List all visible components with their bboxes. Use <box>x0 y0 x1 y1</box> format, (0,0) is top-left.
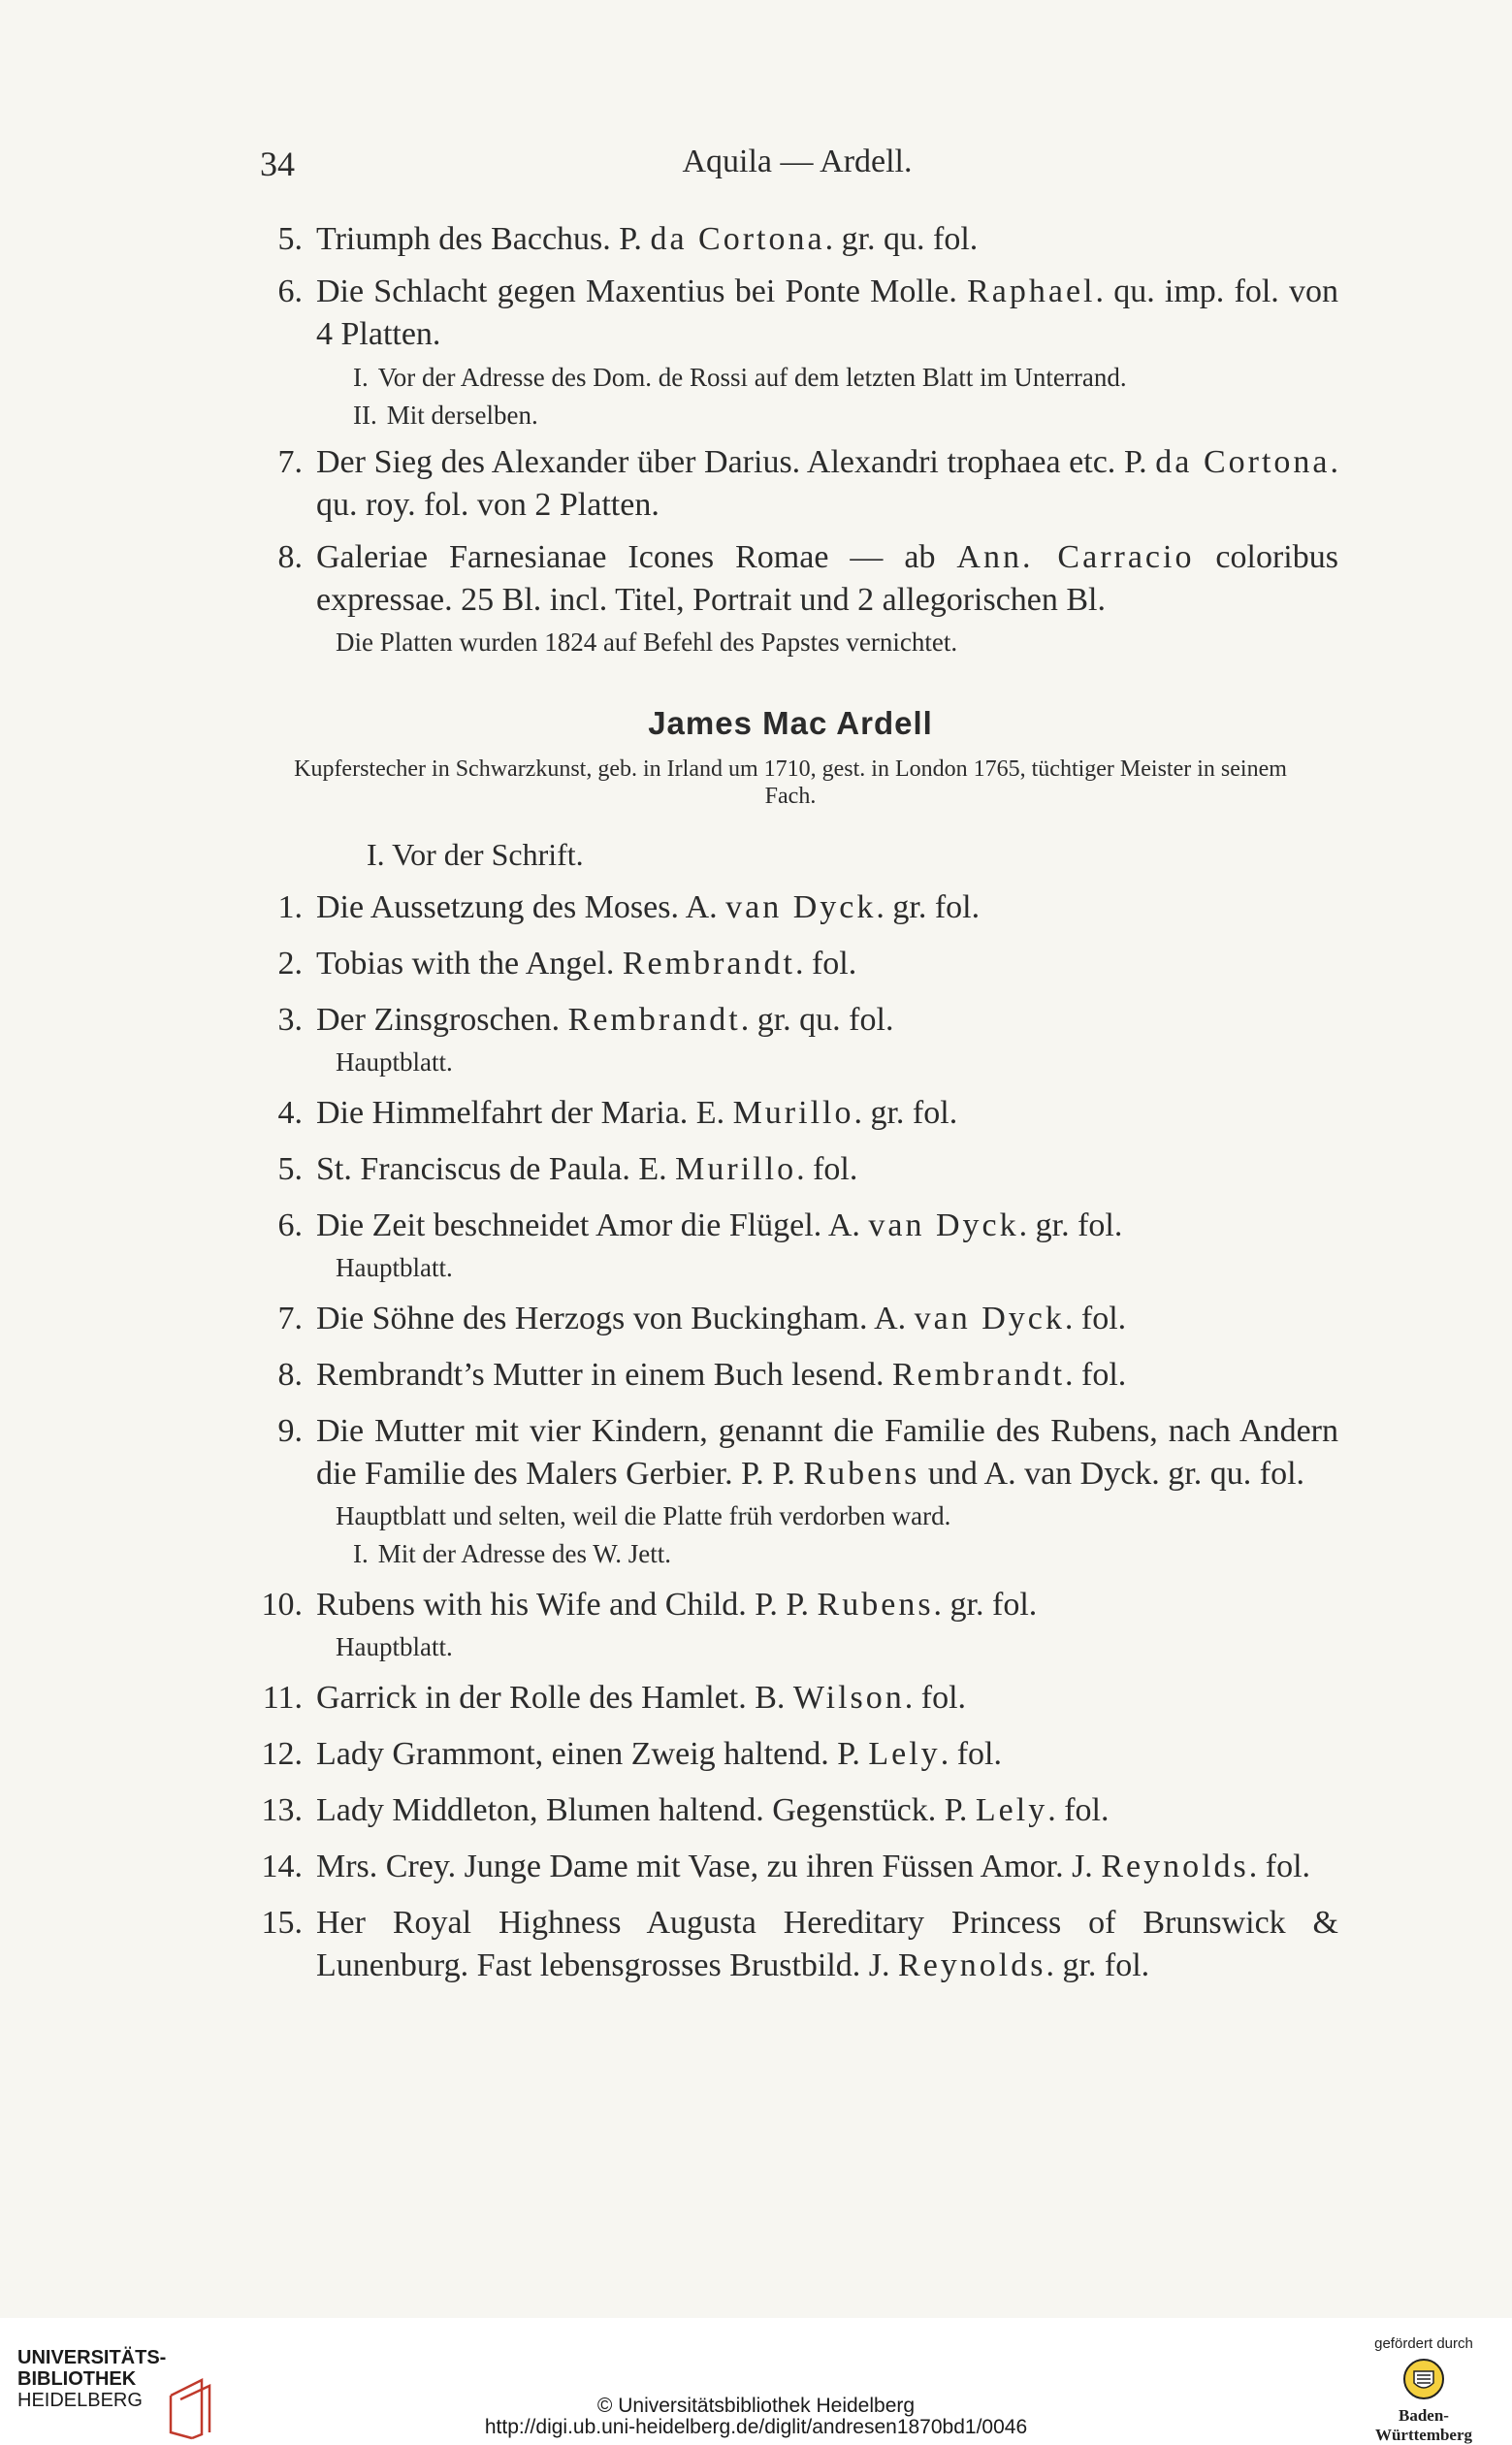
entry-number: 3. <box>277 1002 303 1038</box>
entry-number: 4. <box>277 1095 303 1131</box>
footer <box>0 2318 1512 2444</box>
entry-text: Lady Grammont, einen Zweig haltend. P. Lely. fol. <box>316 1736 1002 1772</box>
list-item <box>242 1092 1338 1135</box>
library-name-line3: HEIDELBERG <box>17 2390 143 2411</box>
entry-note: Hauptblatt. <box>336 1253 453 1282</box>
ardell-entry-list <box>242 886 1338 1987</box>
entry-artist: Lely <box>975 1792 1048 1828</box>
entry-text: Die Himmelfahrt der Maria. E. Murillo. gr. fol. <box>316 1095 958 1131</box>
entry-text: Der Zinsgroschen. Rembrandt. gr. qu. fol. <box>316 1002 894 1038</box>
entry-text: Galeriae Farnesianae Icones Romae — ab Ann. Carracio coloribus expressae. 25 Bl. incl. Titel, Portrait und 2 allegorischen Bl. <box>316 539 1338 618</box>
entry-text: Die Söhne des Herzogs von Buckingham. A. van Dyck. fol. <box>316 1301 1127 1336</box>
sponsor-block <box>1361 2335 1487 2445</box>
entry-artist: Murillo <box>675 1151 797 1187</box>
body-text <box>242 209 1338 1987</box>
list-item <box>242 886 1338 929</box>
entry-artist: da Cortona <box>650 221 825 257</box>
entry-number: 6. <box>277 1207 303 1243</box>
entry-artist: Rembrandt <box>622 946 795 981</box>
list-item <box>242 999 1338 1078</box>
entry-text: Garrick in der Rolle des Hamlet. B. Wilson. fol. <box>316 1680 967 1716</box>
entry-text: Die Zeit beschneidet Amor die Flügel. A. van Dyck. gr. fol. <box>316 1207 1123 1243</box>
entry-number: 9. <box>277 1413 303 1449</box>
state-number: I. <box>353 363 369 392</box>
entry-number: 1. <box>277 889 303 925</box>
sponsor-name: Baden-Württemberg <box>1374 2406 1473 2444</box>
entry-note: Hauptblatt. <box>336 1632 453 1661</box>
entry-artist: van Dyck <box>868 1207 1019 1243</box>
entry-artist: van Dyck <box>725 889 877 925</box>
state-text: Mit derselben. <box>386 401 538 430</box>
entry-text: Rubens with his Wife and Child. P. P. Rubens. gr. fol. <box>316 1587 1038 1623</box>
state-text: Vor der Adresse des Dom. de Rossi auf dem letzten Blatt im Unterrand. <box>377 363 1127 392</box>
list-item <box>242 218 1338 261</box>
entry-artist: Rembrandt <box>567 1002 741 1038</box>
entry-number: 2. <box>277 946 303 981</box>
entry-text: St. Franciscus de Paula. E. Murillo. fol. <box>316 1151 858 1187</box>
entry-number: 11. <box>262 1680 303 1716</box>
list-item <box>242 1148 1338 1191</box>
entry-number: 12. <box>261 1736 303 1772</box>
entry-artist: Rembrandt <box>891 1357 1066 1393</box>
entry-text: Rembrandt’s Mutter in einem Buch lesend. Rembrandt. fol. <box>316 1357 1127 1393</box>
list-item <box>242 1354 1338 1397</box>
entry-number: 5. <box>277 221 303 257</box>
entry-artist: da Cortona <box>1155 444 1331 480</box>
entry-artist: Lely <box>868 1736 941 1772</box>
aquila-note: Die Platten wurden 1824 auf Befehl des Papstes vernichtet. <box>336 627 958 657</box>
entry-text: Tobias with the Angel. Rembrandt. fol. <box>316 946 857 981</box>
state-text: Mit der Adresse des W. Jett. <box>377 1539 671 1568</box>
coat-of-arms-icon <box>1402 2358 1445 2400</box>
list-item <box>242 1902 1338 1987</box>
entry-note: Hauptblatt. <box>336 1047 453 1077</box>
entry-number: 7. <box>277 1301 303 1336</box>
list-item <box>242 1846 1338 1888</box>
entry-artist: Wilson <box>792 1680 905 1716</box>
entry-number: 14. <box>261 1849 303 1884</box>
entry-text: Mrs. Crey. Junge Dame mit Vase, zu ihren Füssen Amor. J. Reynolds. fol. <box>316 1849 1311 1884</box>
source-url[interactable]: http://digi.ub.uni-heidelberg.de/diglit/andresen1870bd1/0046 <box>484 2416 1028 2438</box>
entry-text: Triumph des Bacchus. P. da Cortona. gr. qu. fol. <box>316 221 979 257</box>
list-item <box>242 943 1338 985</box>
entry-state <box>316 362 1338 394</box>
state-number: II. <box>353 401 377 430</box>
group-label: I. Vor der Schrift. <box>367 837 584 872</box>
section-heading: James Mac Ardell <box>648 705 933 741</box>
entry-state <box>316 1538 1338 1570</box>
entry-text: Die Aussetzung des Moses. A. van Dyck. gr. fol. <box>316 889 981 925</box>
entry-artist: Reynolds <box>1101 1849 1249 1884</box>
list-item <box>242 1733 1338 1776</box>
entry-state <box>316 400 1338 432</box>
entry-text: Die Mutter mit vier Kindern, genannt die Familie des Rubens, nach Andern die Familie des Malers Gerbier. P. P. Rubens und A. van Dyck. gr. qu. fol. <box>316 1413 1338 1492</box>
entry-artist: Raphael <box>967 273 1096 309</box>
list-item <box>242 536 1338 622</box>
state-number: I. <box>353 1539 369 1568</box>
entry-number: 10. <box>261 1587 303 1623</box>
entry-text: Die Schlacht gegen Maxentius bei Ponte Molle. Raphael. qu. imp. fol. von 4 Platten. <box>316 273 1338 352</box>
entry-artist: Rubens <box>817 1587 934 1623</box>
entry-artist: Ann. Carracio <box>956 539 1195 575</box>
list-item <box>242 1410 1338 1570</box>
list-item <box>242 1677 1338 1720</box>
page-number: 34 <box>260 145 295 183</box>
entry-note: Hauptblatt und selten, weil die Platte früh verdorben ward. <box>336 1501 951 1530</box>
list-item <box>242 271 1338 432</box>
entry-number: 13. <box>261 1792 303 1828</box>
entry-number: 6. <box>277 273 303 309</box>
entry-artist: van Dyck <box>914 1301 1065 1336</box>
running-title: Aquila — Ardell. <box>682 144 913 179</box>
entry-number: 8. <box>277 539 303 575</box>
entry-number: 15. <box>261 1905 303 1941</box>
entry-artist: Reynolds <box>898 1947 1046 1983</box>
list-item <box>242 1789 1338 1832</box>
list-item <box>242 441 1338 527</box>
list-item <box>242 1298 1338 1340</box>
section-subtitle: Kupferstecher in Schwarzkunst, geb. in Irland um 1710, gest. in London 1765, tüchtiger Meister in seinem Fach. <box>294 756 1287 809</box>
entry-artist: Rubens <box>803 1456 920 1492</box>
copyright-text: © Universitätsbibliothek Heidelberg <box>596 2395 916 2417</box>
entry-artist: Murillo <box>732 1095 854 1131</box>
list-item <box>242 1205 1338 1284</box>
running-head <box>260 144 1335 192</box>
copyright-block <box>0 2396 1512 2438</box>
list-item <box>242 1584 1338 1663</box>
library-name-line1: UNIVERSITÄTS- <box>17 2347 167 2368</box>
entry-text: Lady Middleton, Blumen haltend. Gegenstück. P. Lely. fol. <box>316 1792 1110 1828</box>
aquila-entry-list <box>242 218 1338 622</box>
sponsor-label: gefördert durch <box>1374 2335 1473 2352</box>
entry-text: Der Sieg des Alexander über Darius. Alexandri trophaea etc. P. da Cortona. qu. roy. fol. von 2 Platten. <box>316 444 1338 523</box>
entry-number: 5. <box>277 1151 303 1187</box>
library-name-line2: BIBLIOTHEK <box>17 2368 137 2390</box>
entry-number: 8. <box>277 1357 303 1393</box>
entry-text: Her Royal Highness Augusta Hereditary Princess of Brunswick & Lunenburg. Fast lebensgrosses Brustbild. J. Reynolds. gr. fol. <box>316 1905 1338 1983</box>
entry-number: 7. <box>277 444 303 480</box>
